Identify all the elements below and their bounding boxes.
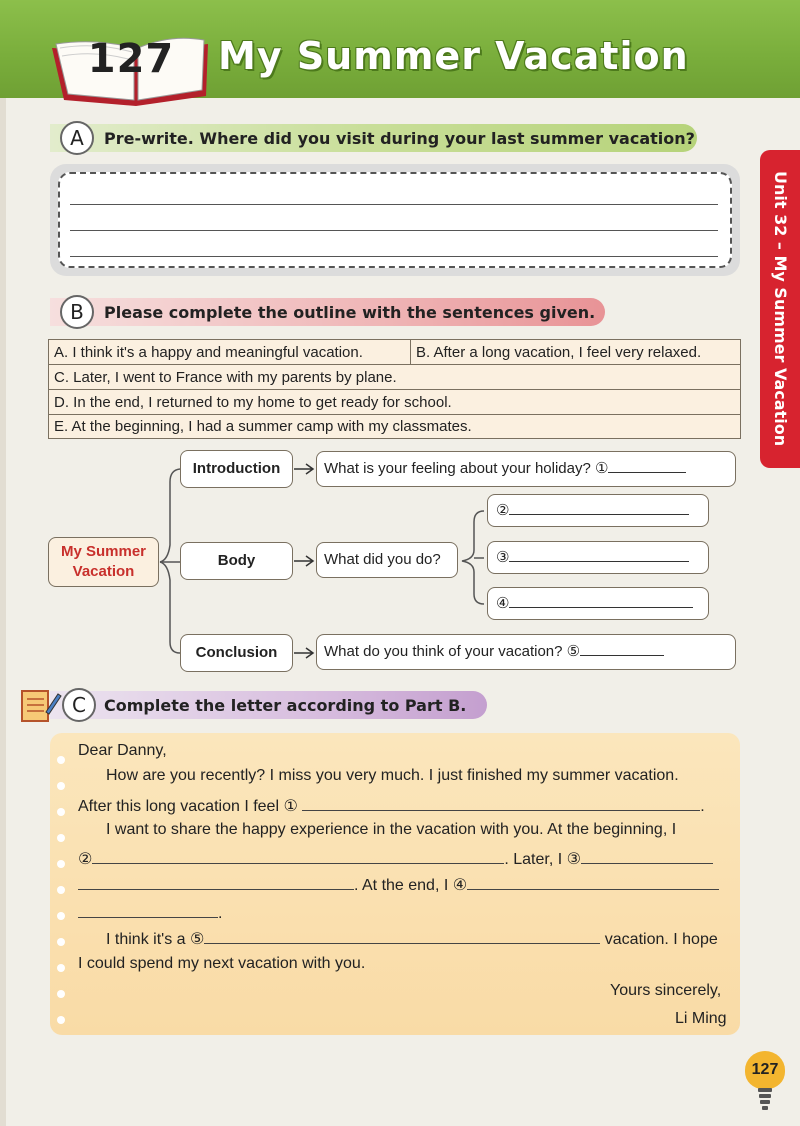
blank-marker-5: ⑤ <box>566 643 581 660</box>
letter-line-2-text: After this long vacation I feel <box>78 798 279 815</box>
body-answer-2 <box>487 494 709 527</box>
outline-blank-5[interactable] <box>580 638 664 656</box>
letter-line-6-end: . <box>218 905 223 922</box>
letter-marker-5: ⑤ <box>189 931 205 948</box>
letter-line-2 <box>78 795 705 816</box>
letter-line-2-end: . <box>700 798 705 815</box>
letter-line-1: How are you recently? I miss you very much. I just finished my summer vacation. <box>106 767 679 784</box>
body-question: What did you do? <box>316 542 458 578</box>
binder-hole <box>57 860 65 868</box>
outline-introduction: Introduction <box>180 450 293 488</box>
letter-line-5 <box>78 874 719 895</box>
letter-blank-3a[interactable] <box>581 848 713 864</box>
outline-blank-4[interactable] <box>509 590 693 608</box>
letter-signature: Li Ming <box>675 1010 727 1027</box>
letter-blank-5[interactable] <box>204 928 600 944</box>
blank-marker-3: ③ <box>496 549 510 566</box>
body-answer-3 <box>487 541 709 574</box>
binder-hole <box>57 912 65 920</box>
letter-line-7-end: vacation. I hope <box>604 931 718 948</box>
part-c-letter: C <box>62 688 96 722</box>
sentence-c: C. Later, I went to France with my parents by plane. <box>49 365 740 390</box>
part-a-banner <box>50 124 697 152</box>
letter-greeting: Dear Danny, <box>78 742 167 759</box>
page-title: My Summer Vacation <box>218 34 689 78</box>
sentence-d: D. In the end, I returned to my home to get ready for school. <box>49 390 740 415</box>
letter-line-7 <box>106 928 718 949</box>
outline-body: Body <box>180 542 293 580</box>
unit-side-tab-label: Unit 32 – My Summer Vacation <box>771 171 790 447</box>
part-a-line-3[interactable] <box>70 256 718 257</box>
part-c-banner <box>50 691 487 719</box>
lightbulb-base-icon <box>757 1088 773 1114</box>
sentence-e: E. At the beginning, I had a summer camp with my classmates. <box>49 415 740 438</box>
introduction-question-text: What is your feeling about your holiday? <box>324 460 591 477</box>
lesson-number: 127 <box>87 36 175 82</box>
outline-root: My Summer Vacation <box>48 537 159 587</box>
introduction-question <box>316 451 736 487</box>
binder-hole <box>57 808 65 816</box>
outline-blank-3[interactable] <box>509 544 689 562</box>
part-a-line-2[interactable] <box>70 230 718 231</box>
part-a-letter: A <box>60 121 94 155</box>
blank-marker-2: ② <box>496 502 510 519</box>
sentence-table <box>48 339 741 439</box>
letter-line-6 <box>78 902 222 923</box>
binder-hole <box>57 938 65 946</box>
binder-hole <box>57 990 65 998</box>
part-c-instruction: Complete the letter according to Part B. <box>104 696 467 715</box>
letter-line-5-mid: . At the end, I <box>354 877 449 894</box>
binder-hole <box>57 782 65 790</box>
binder-hole <box>57 834 65 842</box>
letter-blank-1[interactable] <box>302 795 700 811</box>
letter-marker-2: ② <box>78 851 93 868</box>
page-number-badge: 127 <box>745 1051 785 1089</box>
sentence-b: B. After a long vacation, I feel very relaxed. <box>411 340 740 365</box>
letter-line-4 <box>78 848 713 869</box>
conclusion-question-text: What do you think of your vacation? <box>324 643 563 660</box>
page-edge <box>0 0 6 1126</box>
letter-closing: Yours sincerely, <box>610 982 722 999</box>
blank-marker-4: ④ <box>496 595 510 612</box>
part-b-banner <box>50 298 605 326</box>
outline-blank-1[interactable] <box>608 455 686 473</box>
letter-marker-3: ③ <box>566 851 581 868</box>
letter-blank-4b[interactable] <box>78 902 218 918</box>
binder-hole <box>57 964 65 972</box>
letter-blank-4a[interactable] <box>467 874 719 890</box>
part-b-letter: B <box>60 295 94 329</box>
letter-line-3: I want to share the happy experience in the vacation with you. At the beginning, I <box>106 821 677 838</box>
binder-hole <box>57 756 65 764</box>
letter-line-8: I could spend my next vacation with you. <box>78 955 366 972</box>
writing-pad-icon <box>20 688 62 724</box>
letter-blank-2[interactable] <box>92 848 504 864</box>
binder-hole <box>57 1016 65 1024</box>
body-answer-4 <box>487 587 709 620</box>
outline-blank-2[interactable] <box>509 497 689 515</box>
part-a-writing-area[interactable] <box>58 172 732 268</box>
letter-blank-3b[interactable] <box>78 874 354 890</box>
letter-line-4-mid: . Later, I <box>504 851 563 868</box>
part-a-line-1[interactable] <box>70 204 718 205</box>
blank-marker-1: ① <box>595 460 609 477</box>
part-b-instruction: Please complete the outline with the sentences given. <box>104 303 596 322</box>
letter-line-7-text: I think it's a <box>106 931 186 948</box>
sentence-a: A. I think it's a happy and meaningful vacation. <box>49 340 411 365</box>
part-a-instruction: Pre-write. Where did you visit during your last summer vacation? <box>104 129 695 148</box>
unit-side-tab <box>760 150 800 468</box>
letter-marker-1: ① <box>283 798 298 815</box>
conclusion-question <box>316 634 736 670</box>
outline-conclusion: Conclusion <box>180 634 293 672</box>
binder-hole <box>57 886 65 894</box>
letter-marker-4: ④ <box>452 877 468 894</box>
